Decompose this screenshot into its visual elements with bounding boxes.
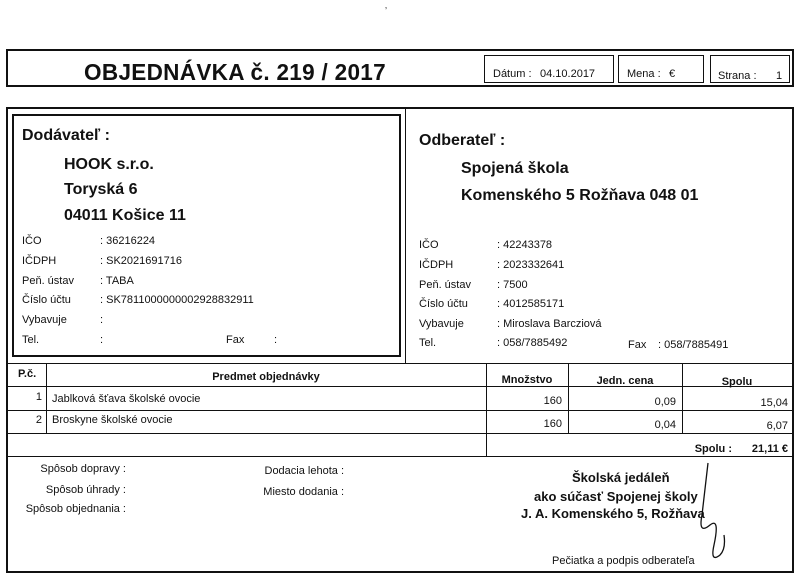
customer-tel-label: Tel. xyxy=(419,337,437,349)
supplier-heading: Dodávateľ : xyxy=(22,127,110,144)
table-row2-line xyxy=(8,433,792,434)
row-qty: 160 xyxy=(543,395,562,407)
stamp-line-1: Školská jedáleň xyxy=(572,470,670,485)
sum-value: 21,11 € xyxy=(751,443,788,455)
page-label: Strana : xyxy=(718,70,757,82)
payment-label: Spôsob úhrady : xyxy=(45,484,126,496)
supplier-name: HOOK s.r.o. xyxy=(64,156,154,173)
row-item: Jablková šťava školské ovocie xyxy=(52,393,201,405)
currency-label: Mena : xyxy=(627,68,661,80)
table-row1-line xyxy=(8,410,792,411)
row-unit: 0,04 xyxy=(654,419,676,431)
customer-icdph-value: : 2023332641 xyxy=(497,259,565,271)
customer-heading: Odberateľ : xyxy=(419,132,506,149)
supplier-handler-value: : xyxy=(100,314,104,326)
supplier-ico-value: : 36216224 xyxy=(100,235,156,247)
transport-label: Spôsob dopravy : xyxy=(40,463,126,475)
supplier-icdph-label: IČDPH xyxy=(22,255,57,267)
currency-value: € xyxy=(669,68,676,80)
customer-bank-label: Peň. ústav xyxy=(419,279,471,291)
place-label: Miesto dodania : xyxy=(263,486,344,498)
col-header-unit: Jedn. cena xyxy=(596,375,654,387)
scan-mark: ‚ xyxy=(385,0,387,10)
table-top-line xyxy=(8,363,792,364)
customer-ico-label: IČO xyxy=(419,239,439,251)
supplier-icdph-value: : SK2021691716 xyxy=(100,255,182,267)
supplier-tel-value: : xyxy=(100,334,104,346)
stamp-line-3: J. A. Komenského 5, Rožňava xyxy=(521,506,705,521)
customer-address: Komenského 5 Rožňava 048 01 xyxy=(461,187,699,204)
customer-name: Spojená škola xyxy=(461,160,569,177)
row-unit: 0,09 xyxy=(654,396,676,408)
supplier-account-label: Číslo účtu xyxy=(22,294,71,306)
customer-fax-value: : 058/7885491 xyxy=(658,339,729,351)
row-qty: 160 xyxy=(543,418,562,430)
page-title: OBJEDNÁVKA č. 219 / 2017 xyxy=(84,59,386,85)
customer-bank-value: : 7500 xyxy=(497,279,528,291)
page-value: 1 xyxy=(776,70,783,82)
supplier-account-value: : SK7811000000002928832911 xyxy=(100,294,254,306)
supplier-bank-label: Peň. ústav xyxy=(22,275,74,287)
stamp-line-2: ako súčasť Spojenej školy xyxy=(534,489,698,504)
col-header-total: Spolu xyxy=(721,376,753,388)
customer-icdph-label: IČDPH xyxy=(419,259,454,271)
table-sum-top-line xyxy=(8,456,792,457)
row-total: 6,07 xyxy=(766,420,788,432)
supplier-box xyxy=(12,114,401,357)
customer-handler-value: : Miroslava Barcziová xyxy=(497,318,602,330)
delivery-label: Dodacia lehota : xyxy=(264,465,344,477)
supplier-street: Toryská 6 xyxy=(64,181,138,198)
row-item: Broskyne školské ovocie xyxy=(52,414,173,426)
supplier-tel-label: Tel. xyxy=(22,334,40,346)
customer-fax-label: Fax xyxy=(628,339,647,351)
supplier-fax-label: Fax xyxy=(226,334,245,346)
supplier-ico-label: IČO xyxy=(22,235,42,247)
col-header-item: Predmet objednávky xyxy=(212,371,320,383)
supplier-handler-label: Vybavuje xyxy=(22,314,67,326)
supplier-bank-value: : TABA xyxy=(100,275,134,287)
customer-handler-label: Vybavuje xyxy=(419,318,464,330)
date-value: 04.10.2017 xyxy=(540,68,596,80)
customer-account-value: : 4012585171 xyxy=(497,298,565,310)
customer-tel-value: : 058/7885492 xyxy=(497,337,568,349)
supplier-city: 04011 Košice 11 xyxy=(64,207,186,224)
order-method-label: Spôsob objednania : xyxy=(25,503,126,515)
row-num: 1 xyxy=(35,391,42,403)
sum-label: Spolu : xyxy=(694,443,732,455)
date-label: Dátum : xyxy=(493,68,532,80)
row-total: 15,04 xyxy=(760,397,788,409)
col-header-qty: Množstvo xyxy=(501,374,553,386)
row-num: 2 xyxy=(35,414,42,426)
signature-label: Pečiatka a podpis odberateľa xyxy=(552,555,695,567)
customer-account-label: Číslo účtu xyxy=(419,298,468,310)
signature-scribble xyxy=(680,455,740,570)
customer-ico-value: : 42243378 xyxy=(497,239,553,251)
supplier-fax-value: : xyxy=(274,334,278,346)
col-header-num: P.č. xyxy=(18,368,37,380)
customer-divider xyxy=(405,109,406,363)
